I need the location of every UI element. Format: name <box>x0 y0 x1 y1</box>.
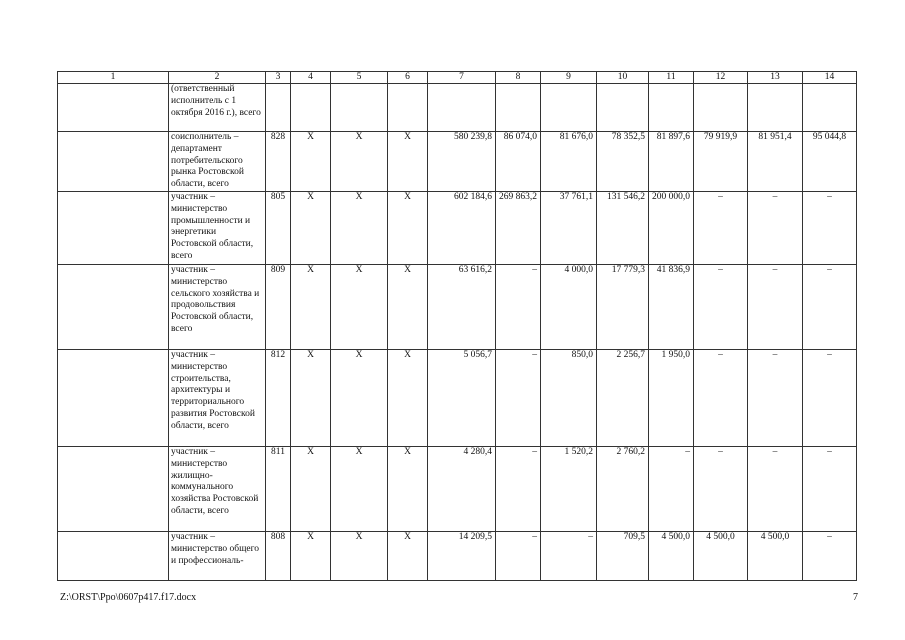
cell-col-9: 37 761,1 <box>541 191 597 264</box>
cell-col-4: X <box>291 191 331 264</box>
cell-col-3 <box>266 84 291 132</box>
cell-col-3: 809 <box>266 264 291 349</box>
table-row <box>58 132 857 192</box>
col-num-7: 7 <box>428 72 496 84</box>
cell-col-8: 269 863,2 <box>496 191 541 264</box>
cell-col-4: X <box>291 132 331 192</box>
page-number: 7 <box>853 592 858 603</box>
program-funding-table <box>57 71 857 581</box>
cell-col-12: – <box>694 191 748 264</box>
cell-col-10: 17 779,3 <box>597 264 649 349</box>
cell-col-3: 811 <box>266 446 291 531</box>
cell-col-6: X <box>388 349 428 446</box>
cell-col-4: X <box>291 264 331 349</box>
cell-empty <box>58 191 169 264</box>
cell-col-13: – <box>748 349 803 446</box>
cell-col-14: – <box>803 349 857 446</box>
table-row <box>58 264 857 349</box>
cell-col-10: 709,5 <box>597 531 649 580</box>
table-row <box>58 191 857 264</box>
cell-col-6: X <box>388 446 428 531</box>
table-row <box>58 349 857 446</box>
cell-col-2: (ответственный исполнитель с 1 октября 2016 г.), всего <box>169 84 266 132</box>
cell-col-8: – <box>496 264 541 349</box>
cell-col-14: – <box>803 264 857 349</box>
cell-empty <box>58 132 169 192</box>
cell-col-12: – <box>694 349 748 446</box>
col-num-9: 9 <box>541 72 597 84</box>
table-row <box>58 84 857 132</box>
cell-col-2: соисполнитель – департамент потребительского рынка Ростовской области, всего <box>169 132 266 192</box>
col-num-12: 12 <box>694 72 748 84</box>
col-num-14: 14 <box>803 72 857 84</box>
cell-col-5: X <box>331 531 388 580</box>
cell-col-14: – <box>803 446 857 531</box>
cell-col-10: 131 546,2 <box>597 191 649 264</box>
cell-col-7: 580 239,8 <box>428 132 496 192</box>
cell-col-11 <box>649 84 694 132</box>
cell-col-4: X <box>291 446 331 531</box>
cell-col-9: 4 000,0 <box>541 264 597 349</box>
cell-col-6: X <box>388 531 428 580</box>
cell-col-9: 850,0 <box>541 349 597 446</box>
cell-col-3: 828 <box>266 132 291 192</box>
cell-empty <box>58 84 169 132</box>
cell-col-2: участник – министерство общего и профессиональ- <box>169 531 266 580</box>
cell-col-7: 602 184,6 <box>428 191 496 264</box>
col-num-2: 2 <box>169 72 266 84</box>
cell-col-4 <box>291 84 331 132</box>
cell-col-4: X <box>291 531 331 580</box>
cell-col-6 <box>388 84 428 132</box>
cell-col-7: 4 280,4 <box>428 446 496 531</box>
cell-col-4: X <box>291 349 331 446</box>
cell-col-13 <box>748 84 803 132</box>
col-num-13: 13 <box>748 72 803 84</box>
cell-col-9: 1 520,2 <box>541 446 597 531</box>
cell-col-7 <box>428 84 496 132</box>
cell-col-3: 805 <box>266 191 291 264</box>
cell-col-12 <box>694 84 748 132</box>
cell-col-6: X <box>388 191 428 264</box>
cell-col-5 <box>331 84 388 132</box>
col-num-1: 1 <box>58 72 169 84</box>
cell-col-11: – <box>649 446 694 531</box>
col-num-4: 4 <box>291 72 331 84</box>
cell-col-11: 41 836,9 <box>649 264 694 349</box>
cell-col-13: 4 500,0 <box>748 531 803 580</box>
cell-col-6: X <box>388 264 428 349</box>
cell-col-10: 78 352,5 <box>597 132 649 192</box>
cell-col-13: – <box>748 446 803 531</box>
cell-col-2: участник – министерство промышленности и энергетики Ростовской области, всего <box>169 191 266 264</box>
cell-col-11: 81 897,6 <box>649 132 694 192</box>
cell-col-9 <box>541 84 597 132</box>
cell-empty <box>58 446 169 531</box>
cell-col-13: – <box>748 264 803 349</box>
footer-file-path: Z:\ORST\Ppo\0607p417.f17.docx <box>60 592 197 603</box>
cell-col-10: 2 256,7 <box>597 349 649 446</box>
cell-col-12: 4 500,0 <box>694 531 748 580</box>
cell-col-7: 63 616,2 <box>428 264 496 349</box>
cell-col-12: – <box>694 446 748 531</box>
col-num-3: 3 <box>266 72 291 84</box>
cell-empty <box>58 264 169 349</box>
cell-col-6: X <box>388 132 428 192</box>
cell-col-12: 79 919,9 <box>694 132 748 192</box>
cell-col-14: – <box>803 191 857 264</box>
cell-col-8: – <box>496 446 541 531</box>
cell-col-12: – <box>694 264 748 349</box>
cell-col-9: 81 676,0 <box>541 132 597 192</box>
col-num-10: 10 <box>597 72 649 84</box>
cell-col-3: 812 <box>266 349 291 446</box>
col-num-6: 6 <box>388 72 428 84</box>
cell-col-7: 14 209,5 <box>428 531 496 580</box>
col-num-5: 5 <box>331 72 388 84</box>
cell-col-9: – <box>541 531 597 580</box>
cell-empty <box>58 531 169 580</box>
cell-col-10 <box>597 84 649 132</box>
cell-col-7: 5 056,7 <box>428 349 496 446</box>
cell-col-5: X <box>331 446 388 531</box>
cell-empty <box>58 349 169 446</box>
col-num-11: 11 <box>649 72 694 84</box>
cell-col-5: X <box>331 191 388 264</box>
table-row <box>58 531 857 580</box>
cell-col-8: 86 074,0 <box>496 132 541 192</box>
cell-col-13: – <box>748 191 803 264</box>
cell-col-8: – <box>496 349 541 446</box>
cell-col-2: участник – министерство строительства, архитектуры и территориального развития Ростовской области, всего <box>169 349 266 446</box>
cell-col-2: участник – министерство жилищно-коммунального хозяйства Ростовской области, всего <box>169 446 266 531</box>
cell-col-2: участник – министерство сельского хозяйства и продовольствия Ростовской области, всего <box>169 264 266 349</box>
cell-col-14 <box>803 84 857 132</box>
cell-col-11: 200 000,0 <box>649 191 694 264</box>
cell-col-8: – <box>496 531 541 580</box>
table-row <box>58 446 857 531</box>
cell-col-5: X <box>331 132 388 192</box>
cell-col-14: – <box>803 531 857 580</box>
cell-col-5: X <box>331 349 388 446</box>
cell-col-11: 1 950,0 <box>649 349 694 446</box>
cell-col-5: X <box>331 264 388 349</box>
cell-col-3: 808 <box>266 531 291 580</box>
cell-col-14: 95 044,8 <box>803 132 857 192</box>
cell-col-8 <box>496 84 541 132</box>
cell-col-10: 2 760,2 <box>597 446 649 531</box>
cell-col-11: 4 500,0 <box>649 531 694 580</box>
col-num-8: 8 <box>496 72 541 84</box>
column-number-row <box>58 72 857 84</box>
cell-col-13: 81 951,4 <box>748 132 803 192</box>
